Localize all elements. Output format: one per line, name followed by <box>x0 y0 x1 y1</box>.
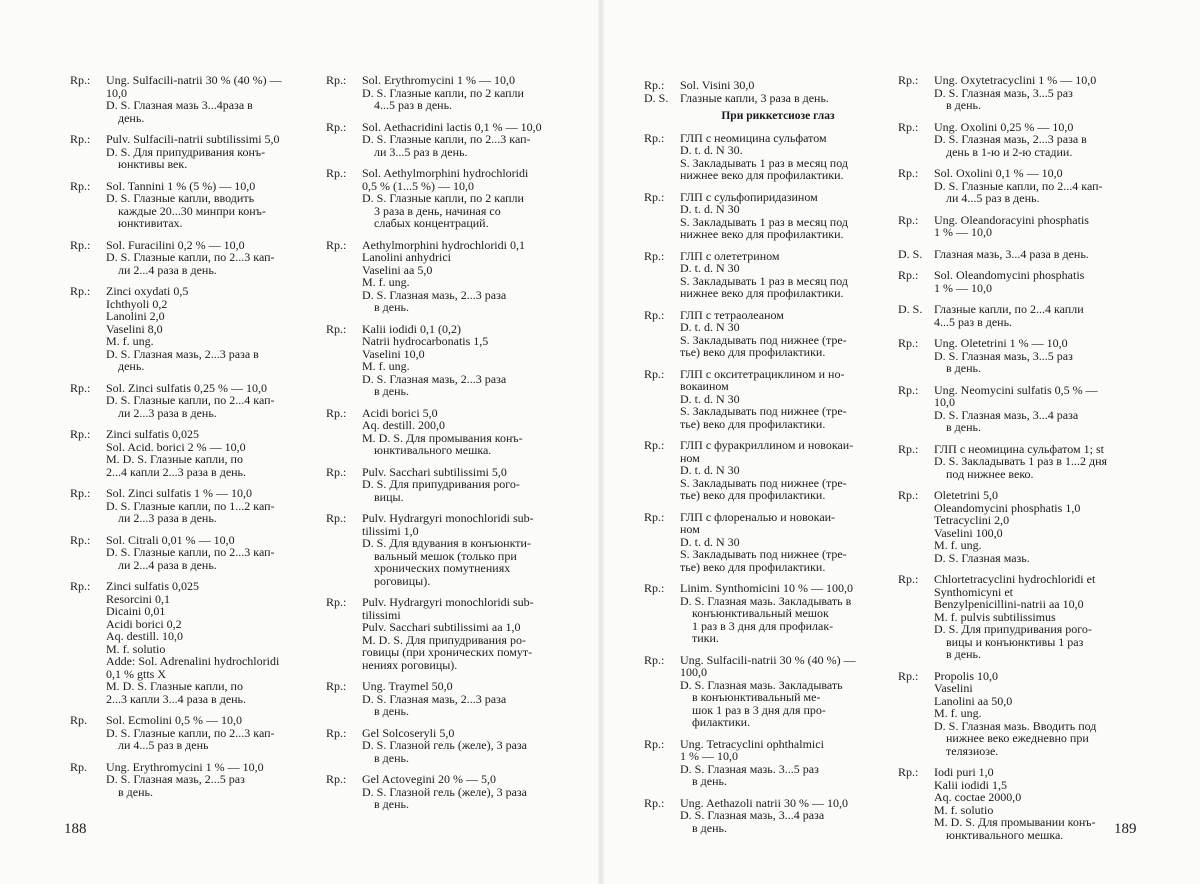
prescription-text: Sol. Zinci sulfatis 0,25 % — 10,0 D. S. Глазные капли, по 2...4 кап- ли 2...3 раза в день. <box>106 380 275 420</box>
prescription-label: Rp.: <box>898 268 919 282</box>
prescription-text: Aethylmorphini hydrochloridi 0,1 Lanolini anhydrici Vaselini aa 5,0 M. f. ung. D. S. Глазная мазь, 2...3 раза в день. <box>362 237 525 314</box>
prescription-label: Rp.: <box>898 212 919 227</box>
prescription-text: Gel Actovegini 20 % — 5,0 D. S. Глазной гель (желе), 3 раза в день. <box>362 772 527 811</box>
prescription-entry <box>898 214 1150 239</box>
prescription-label: Rp.: <box>326 679 347 693</box>
prescription-text: ГЛП с сульфопиридазином D. t. d. N 30 S. Закладывать 1 раз в месяц под нижнее веко для профилактики. <box>680 189 848 241</box>
prescription-label: Rp.: <box>898 488 919 502</box>
prescription-label: Rp.: <box>644 189 665 204</box>
prescription-entry <box>70 714 310 752</box>
prescription-entry <box>898 670 1150 758</box>
prescription-entry <box>326 773 578 811</box>
prescription-label: Rp.: <box>644 795 665 810</box>
prescription-label: Rp.: <box>898 336 919 350</box>
prescription-label: Rp.: <box>898 441 919 456</box>
prescription-label: Rp.: <box>70 178 91 193</box>
prescription-label: Rp.: <box>898 119 919 134</box>
prescription-entry <box>70 239 310 277</box>
prescription-label: Rp.: <box>326 772 347 786</box>
prescription-text: ГЛП с фуракриллином и новокаи- ном D. t. d. N 30 S. Закладывать под нижнее (тре- тье) веко для профилактики. <box>680 438 854 502</box>
prescription-entry <box>898 269 1150 294</box>
prescription-text: Ung. Oleandoracyini phosphatis 1 % — 10,0 <box>934 212 1089 239</box>
prescription-entry <box>70 761 310 799</box>
prescription-text: Oletetrini 5,0 Oleandomycini phosphatis 1,0 Tetracyclini 2,0 Vaselini 100,0 M. f. ung. D. S. Глазная мазь. <box>934 488 1081 565</box>
prescription-entry <box>70 382 310 420</box>
prescription-label: Rp.: <box>70 284 91 298</box>
prescription-text: Sol. Aethylmorphini hydrochloridi 0,5 % (1...5 %) — 10,0 D. S. Глазные капли, по 2 капли 3 раза в день, начиная со слабых концентраций. <box>362 166 529 230</box>
prescription-entry <box>644 92 882 105</box>
prescription-label: D. S. <box>898 302 923 316</box>
prescription-entry <box>644 439 882 502</box>
prescription-entry <box>70 180 310 230</box>
prescription-text: Gel Solcoseryli 5,0 D. S. Глазной гель (желе), 3 раза в день. <box>362 725 527 765</box>
prescription-text: Ung. Traymel 50,0 D. S. Глазная мазь, 2...3 раза в день. <box>362 679 507 718</box>
left-page-column-1 <box>70 74 310 807</box>
prescription-text: Ung. Neomycini sulfatis 0,5 % — 10,0 D. S. Глазная мазь, 3...4 раза в день. <box>934 382 1098 434</box>
prescription-entry <box>898 167 1150 205</box>
prescription-entry <box>898 573 1150 661</box>
prescription-text: Pulv. Hydrargyri monochloridi sub- tilissimi Pulv. Sacchari subtilissimi aa 1,0 M. D. S. Для припудривания ро- говицы (при хронических помут- нениях роговицы). <box>362 595 534 672</box>
page-number-right: 189 <box>1114 821 1137 837</box>
prescription-label: Rp.: <box>70 73 91 87</box>
prescription-text: Sol. Tannini 1 % (5 %) — 10,0 D. S. Глазные капли, вводить каждые 20...30 минпри конъ- юнктивитах. <box>106 178 266 230</box>
prescription-label: Rp.: <box>70 427 91 441</box>
section-heading: При риккетсиозе глаз <box>721 110 835 122</box>
prescription-text: Chlortetracyclini hydrochloridi et Synthomicyni et Benzylpenicillini-natrii aa 10,0 M. f. pulvis subtilissimus D. S. Для припудривания рого- вицы и конъюнктивы 1 раз в день. <box>934 572 1096 661</box>
prescription-entry <box>644 654 882 729</box>
prescription-label: Rp.: <box>644 307 665 322</box>
prescription-entry <box>644 191 882 241</box>
prescription-text: Zinci sulfatis 0,025 Sol. Acid. borici 2 % — 10,0 M. D. S. Глазные капли, по 2...4 капли 2...3 раза в день. <box>106 427 247 479</box>
prescription-text: Ung. Sulfacili-natrii 30 % (40 %) — 100,0 D. S. Глазная мазь. Закладывать в конъюнктивальный ме- шок 1 раз в 3 дня для про- филактики. <box>680 652 856 729</box>
right-page-column-2 <box>898 74 1150 850</box>
prescription-text: ГЛП с окситетрациклином и но- вокаином D. t. d. N 30 S. Закладывать под нижнее (тре- тье) веко для профилактики. <box>680 366 847 431</box>
prescription-label: Rp.: <box>898 572 919 586</box>
prescription-label: Rp. <box>70 713 88 727</box>
prescription-label: Rp.: <box>326 725 347 740</box>
prescription-entry <box>326 74 578 112</box>
prescription-label: Rp.: <box>326 464 347 479</box>
prescription-entry <box>70 580 310 705</box>
prescription-label: Rp.: <box>644 438 665 452</box>
prescription-entry <box>326 121 578 159</box>
left-page-column-2 <box>326 74 578 820</box>
prescription-text: Pulv. Hydrargyri monochloridi sub- tilissimi 1,0 D. S. Для вдувания в конъюнкти- вальный мешок (только при хронических помутнениях роговицы). <box>362 511 534 588</box>
prescription-text: Zinci sulfatis 0,025 Resorcini 0,1 Dicaini 0,01 Acidi borici 0,2 Aq. destill. 10,0 M. f. solutio Adde: Sol. Adrenalini hydrochloridi 0,1 % gtts X M. D. S. Глазные капли, по 2...3 капли 3...4 раза в день. <box>106 579 280 706</box>
prescription-text: Ung. Erythromycini 1 % — 10,0 D. S. Глазная мазь, 2...5 раз в день. <box>106 759 264 799</box>
prescription-entry <box>326 680 578 718</box>
prescription-label: Rp.: <box>70 579 91 593</box>
prescription-label: Rp.: <box>898 765 919 779</box>
prescription-label: Rp.: <box>326 166 347 180</box>
prescription-entry <box>898 121 1150 159</box>
prescription-entry <box>326 512 578 587</box>
book-gutter <box>598 0 604 884</box>
prescription-text: Ung. Oxytetracyclini 1 % — 10,0 D. S. Глазная мазь, 3...5 раз в день. <box>934 73 1097 112</box>
prescription-entry <box>70 285 310 373</box>
prescription-entry <box>644 368 882 431</box>
prescription-entry <box>898 248 1150 261</box>
prescription-label: Rp.: <box>326 237 347 252</box>
prescription-entry <box>898 74 1150 112</box>
prescription-entry <box>644 79 882 92</box>
prescription-text: ГЛП с тетраолеаном D. t. d. N 30 S. Закладывать под нижнее (тре- тье) веко для профилактики. <box>680 307 847 359</box>
prescription-label: Rp.: <box>644 652 665 667</box>
prescription-entry <box>70 133 310 171</box>
prescription-label: Rp.: <box>898 166 919 180</box>
prescription-text: Sol. Erythromycini 1 % — 10,0 D. S. Глазные капли, по 2 капли 4...5 раз в день. <box>362 73 524 112</box>
prescription-text: Acidi borici 5,0 Aq. destill. 200,0 M. D. S. Для промывания конъ- юнктивального мешка. <box>362 405 523 457</box>
prescription-text: ГЛП с олететрином D. t. d. N 30 S. Закладывать 1 раз в месяц под нижнее веко для профилактики. <box>680 248 848 300</box>
prescription-text: Sol. Furacilini 0,2 % — 10,0 D. S. Глазные капли, по 2...3 кап- ли 2...4 раза в день. <box>106 237 275 277</box>
right-page-column-1 <box>644 79 882 843</box>
prescription-text: Pulv. Sulfacili-natrii subtilissimi 5,0 D. S. Для припудривания конъ- юнктивы век. <box>106 132 280 171</box>
prescription-entry <box>644 132 882 182</box>
prescription-label: Rp.: <box>70 237 91 252</box>
prescription-text: Sol. Citrali 0,01 % — 10,0 D. S. Глазные капли, по 2...3 кап- ли 2...4 раза в день. <box>106 532 275 572</box>
prescription-text: ГЛП с неомицина сульфатом D. t. d. N 30. S. Закладывать 1 раз в месяц под нижнее веко для профилактики. <box>680 130 848 182</box>
prescription-label: Rp.: <box>326 321 347 336</box>
prescription-label: Rp.: <box>326 511 347 525</box>
prescription-text: Sol. Zinci sulfatis 1 % — 10,0 D. S. Глазные капли, по 1...2 кап- ли 2...3 раза в день. <box>106 486 275 525</box>
prescription-entry <box>70 534 310 572</box>
prescription-entry <box>898 303 1150 328</box>
prescription-entry <box>70 428 310 478</box>
prescription-entry <box>644 582 882 645</box>
prescription-label: Rp. <box>70 759 88 774</box>
prescription-label: Rp.: <box>70 380 91 395</box>
prescription-label: Rp.: <box>644 736 665 751</box>
prescription-entry <box>326 167 578 230</box>
prescription-label: D. S. <box>898 246 923 261</box>
prescription-label: Rp.: <box>326 595 347 609</box>
prescription-label: Rp.: <box>326 405 347 420</box>
prescription-text: Ung. Oletetrini 1 % — 10,0 D. S. Глазная мазь, 3...5 раз в день. <box>934 336 1073 375</box>
prescription-text: Sol. Aethacridini lactis 0,1 % — 10,0 D. S. Глазные капли, по 2...3 кап- ли 3...5 раз в день. <box>362 119 542 159</box>
prescription-label: Rp.: <box>644 248 665 263</box>
prescription-label: Rp.: <box>644 366 665 381</box>
prescription-text: Linim. Synthomicini 10 % — 100,0 D. S. Глазная мазь. Закладывать в конъюнктивальный мешок 1 раз в 3 дня для профилак- тики. <box>680 581 853 645</box>
prescription-entry <box>644 797 882 835</box>
prescription-label: Rp.: <box>644 581 665 595</box>
prescription-text: Ung. Aethazoli natrii 30 % — 10,0 D. S. Глазная мазь, 3...4 раза в день. <box>680 795 848 835</box>
prescription-label: D. S. <box>644 90 669 105</box>
prescription-entry <box>644 250 882 300</box>
prescription-label: Rp.: <box>644 509 665 524</box>
prescription-text: Sol. Ecmolini 0,5 % — 10,0 D. S. Глазные капли, по 2...3 кап- ли 4...5 раз в день <box>106 713 275 752</box>
prescription-label: Rp.: <box>898 668 919 683</box>
prescription-text: Kalii iodidi 0,1 (0,2) Natrii hydrocarbonatis 1,5 Vaselini 10,0 M. f. ung. D. S. Глазная мазь, 2...3 раза в день. <box>362 321 507 398</box>
prescription-entry <box>326 466 578 504</box>
prescription-text: Sol. Oxolini 0,1 % — 10,0 D. S. Глазные капли, по 2...4 кап- ли 4...5 раз в день. <box>934 166 1103 205</box>
prescription-entry <box>326 407 578 457</box>
prescription-label: Rp.: <box>644 78 665 92</box>
prescription-entry <box>644 309 882 359</box>
prescription-label: Rp.: <box>70 532 91 547</box>
prescription-label: Rp.: <box>70 132 91 146</box>
prescription-text: ГЛП с неомицина сульфатом 1; st D. S. Закладывать 1 раз в 1...2 дня под нижнее веко. <box>934 441 1108 481</box>
prescription-entry <box>898 384 1150 434</box>
prescription-label: Rp.: <box>70 486 91 500</box>
prescription-text: Sol. Oleandomycini phosphatis 1 % — 10,0 <box>934 268 1085 295</box>
prescription-text: Iodi puri 1,0 Kalii iodidi 1,5 Aq. coctae 2000,0 M. f. solutio M. D. S. Для промывании конъ- юнктивального мешка. <box>934 765 1096 842</box>
prescription-text: ГЛП с флореналью и новокаи- ном D. t. d. N 30 S. Закладывать под нижнее (тре- тье) веко для профилактики. <box>680 509 847 574</box>
prescription-label: Rp.: <box>898 382 919 397</box>
prescription-entry <box>898 766 1150 841</box>
prescription-label: Rp.: <box>644 130 665 145</box>
prescription-text: Zinci oxydati 0,5 Ichthyoli 0,2 Lanolini 2,0 Vaselini 8,0 M. f. ung. D. S. Глазная мазь, 2...3 раза в день. <box>106 284 259 373</box>
prescription-entry <box>644 511 882 574</box>
prescription-text: Глазная мазь, 3...4 раза в день. <box>934 246 1089 261</box>
prescription-entry <box>326 727 578 765</box>
prescription-entry <box>898 337 1150 375</box>
prescription-label: Rp.: <box>326 119 347 134</box>
page-number-left: 188 <box>64 821 87 837</box>
prescription-entry <box>326 596 578 671</box>
prescription-text: Глазные капли, 3 раза в день. <box>680 90 829 105</box>
prescription-entry <box>326 323 578 398</box>
prescription-entry <box>326 239 578 314</box>
prescription-text: Propolis 10,0 Vaselini Lanolini aa 50,0 M. f. ung. D. S. Глазная мазь. Вводить под нижнее веко ежедневно при телязиозе. <box>934 668 1097 758</box>
prescription-entry <box>898 489 1150 564</box>
prescription-label: Rp.: <box>326 73 347 87</box>
prescription-text: Ung. Oxolini 0,25 % — 10,0 D. S. Глазная мазь, 2...3 раза в день в 1-ю и 2-ю стадии. <box>934 119 1087 159</box>
prescription-entry <box>70 74 310 124</box>
prescription-text: Ung. Tetracyclini ophthalmici 1 % — 10,0 D. S. Глазная мазь. 3...5 раз в день. <box>680 736 824 788</box>
prescription-entry <box>644 738 882 788</box>
prescription-label: Rp.: <box>898 73 919 87</box>
prescription-text: Ung. Sulfacili-natrii 30 % (40 %) — 10,0 D. S. Глазная мазь 3...4раза в день. <box>106 73 282 125</box>
prescription-text: Pulv. Sacchari subtilissimi 5,0 D. S. Для припудривания рого- вицы. <box>362 464 520 504</box>
prescription-entry <box>70 487 310 525</box>
prescription-text: Sol. Visini 30,0 <box>680 78 755 92</box>
prescription-entry <box>898 443 1150 481</box>
prescription-text: Глазные капли, по 2...4 капли 4...5 раз в день. <box>934 302 1084 329</box>
